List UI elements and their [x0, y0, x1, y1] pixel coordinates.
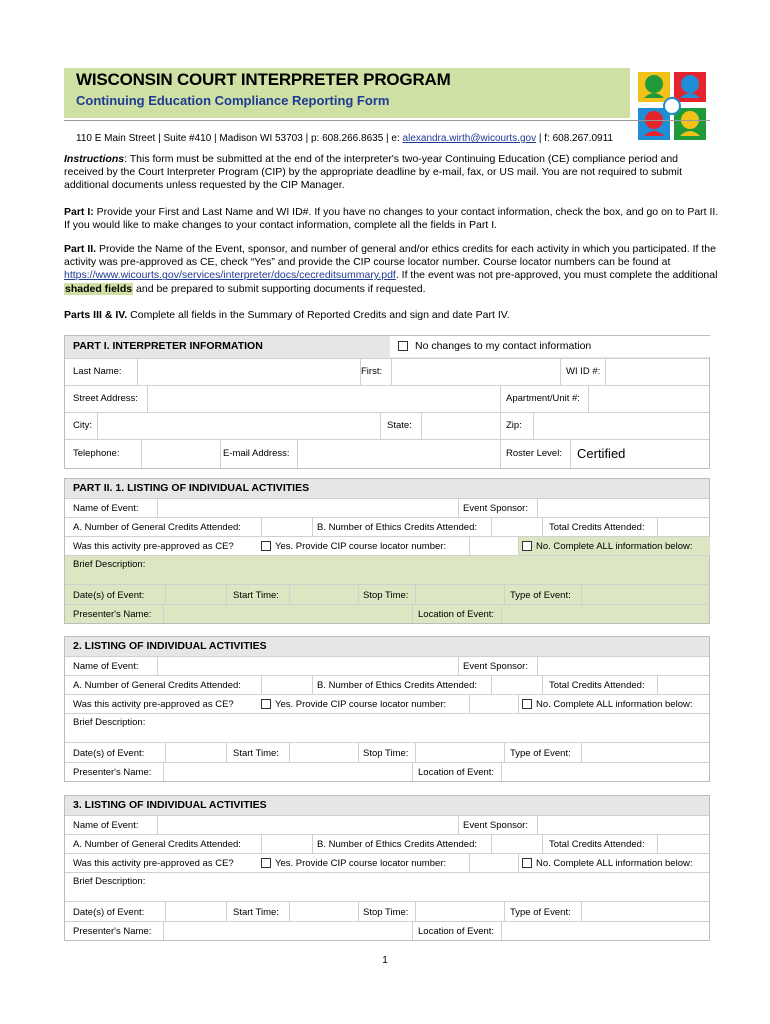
state-field[interactable]	[421, 413, 501, 439]
event-sponsor-label: Event Sponsor:	[463, 503, 528, 514]
yes-checkbox[interactable]	[261, 858, 271, 868]
shaded-fields-highlight: shaded fields	[65, 282, 133, 295]
event-dates-field[interactable]	[165, 585, 227, 604]
part34-instructions	[64, 309, 720, 322]
event-type-field[interactable]	[581, 585, 710, 604]
ethics-credits-field[interactable]	[491, 835, 543, 853]
event-name-label: Name of Event:	[73, 503, 139, 514]
total-credits-field[interactable]	[657, 518, 710, 536]
event-details-row	[65, 901, 709, 921]
event-sponsor-field[interactable]	[537, 499, 710, 517]
total-credits-label: Total Credits Attended:	[549, 680, 645, 691]
start-time-field[interactable]	[289, 743, 359, 762]
presenter-row	[65, 921, 709, 940]
contact-line	[76, 133, 613, 144]
start-time-label: Start Time:	[233, 590, 279, 601]
presenter-label: Presenter's Name:	[73, 767, 152, 778]
last-name-label: Last Name:	[73, 366, 122, 377]
no-checkbox[interactable]	[522, 858, 532, 868]
stop-time-field[interactable]	[415, 585, 505, 604]
event-location-field[interactable]	[501, 605, 710, 623]
event-dates-field[interactable]	[165, 743, 227, 762]
program-title: WISCONSIN COURT INTERPRETER PROGRAM	[76, 70, 451, 89]
general-credits-label: A. Number of General Credits Attended:	[73, 522, 241, 533]
ethics-credits-field[interactable]	[491, 676, 543, 694]
activity-heading: 2. LISTING OF INDIVIDUAL ACTIVITIES	[73, 640, 267, 652]
credits-row	[65, 834, 709, 853]
page-number: 1	[382, 955, 388, 966]
part1-header-row	[65, 336, 709, 358]
general-credits-field[interactable]	[261, 518, 313, 536]
yes-label: Yes. Provide CIP course locator number:	[275, 699, 447, 710]
event-sponsor-field[interactable]	[537, 657, 710, 675]
total-credits-label: Total Credits Attended:	[549, 839, 645, 850]
part2-instructions	[64, 243, 720, 296]
presenter-row	[65, 762, 709, 781]
zip-label: Zip:	[506, 420, 522, 431]
stop-time-field[interactable]	[415, 743, 505, 762]
instructions-label: Instructions	[64, 153, 125, 165]
event-name-row	[65, 656, 709, 675]
event-location-field[interactable]	[501, 922, 710, 940]
activity-section-1	[64, 478, 710, 624]
general-credits-label: A. Number of General Credits Attended:	[73, 839, 241, 850]
zip-field[interactable]	[533, 413, 710, 439]
roster-level-value: Certified	[577, 446, 626, 461]
no-changes-label: No changes to my contact information	[415, 340, 592, 352]
presenter-row	[65, 604, 709, 623]
no-label: No. Complete ALL information below:	[536, 699, 693, 710]
part2-text-end: and be prepared to submit supporting documents if requested.	[133, 282, 426, 295]
street-address-label: Street Address:	[73, 393, 138, 404]
telephone-row	[65, 439, 709, 468]
event-name-label: Name of Event:	[73, 820, 139, 831]
apartment-field[interactable]	[588, 386, 710, 412]
stop-time-label: Stop Time:	[363, 907, 409, 918]
stop-time-label: Stop Time:	[363, 748, 409, 759]
ethics-credits-field[interactable]	[491, 518, 543, 536]
general-credits-label: A. Number of General Credits Attended:	[73, 680, 241, 691]
activity-heading: PART II. 1. LISTING OF INDIVIDUAL ACTIVITIES	[73, 482, 310, 494]
city-row	[65, 412, 709, 439]
event-name-field[interactable]	[157, 657, 459, 675]
no-checkbox[interactable]	[522, 699, 532, 709]
event-sponsor-field[interactable]	[537, 816, 710, 834]
start-time-field[interactable]	[289, 902, 359, 921]
event-dates-label: Date(s) of Event:	[73, 907, 145, 918]
event-location-label: Location of Event:	[418, 609, 495, 620]
roster-level-label: Roster Level:	[506, 448, 562, 459]
instructions-paragraph	[64, 153, 720, 193]
yes-label: Yes. Provide CIP course locator number:	[275, 541, 447, 552]
event-type-field[interactable]	[581, 902, 710, 921]
part1-text: Provide your First and Last Name and WI ID#. If you have no changes to your contact information, check the box, and go on to Part II. If you would like to make changes to your contact information, complete all the fields in Part I.	[64, 206, 719, 232]
activity-header-row	[65, 479, 709, 498]
activity-header-row	[65, 637, 709, 656]
event-name-field[interactable]	[157, 816, 459, 834]
brief-description-label: Brief Description:	[73, 559, 146, 570]
general-credits-field[interactable]	[261, 676, 313, 694]
email-field[interactable]	[297, 440, 501, 468]
email-label: E-mail Address:	[223, 448, 290, 459]
city-field[interactable]	[97, 413, 381, 439]
stop-time-label: Stop Time:	[363, 590, 409, 601]
preapproved-question: Was this activity pre-approved as CE?	[73, 541, 234, 552]
brief-description-row[interactable]	[65, 713, 709, 742]
event-name-row	[65, 498, 709, 517]
part1-label: Part I:	[64, 206, 94, 218]
event-dates-field[interactable]	[165, 902, 227, 921]
first-name-label: First:	[361, 366, 383, 377]
no-label: No. Complete ALL information below:	[536, 541, 693, 552]
event-name-label: Name of Event:	[73, 661, 139, 672]
event-type-label: Type of Event:	[510, 748, 571, 759]
stop-time-field[interactable]	[415, 902, 505, 921]
course-locator-field[interactable]	[469, 537, 519, 555]
total-credits-field[interactable]	[657, 676, 710, 694]
telephone-label: Telephone:	[73, 448, 120, 459]
telephone-field[interactable]	[141, 440, 221, 468]
first-name-field[interactable]	[391, 359, 561, 385]
presenter-field[interactable]	[163, 605, 413, 623]
event-details-row	[65, 742, 709, 762]
part34-label: Parts III & IV.	[64, 309, 128, 321]
part1-section	[64, 335, 710, 469]
course-locator-field[interactable]	[469, 854, 519, 872]
activity-section-3	[64, 795, 710, 941]
event-details-row	[65, 584, 709, 604]
event-name-field[interactable]	[157, 499, 459, 517]
no-label: No. Complete ALL information below:	[536, 858, 693, 869]
brief-description-label: Brief Description:	[73, 717, 146, 728]
city-label: City:	[73, 420, 92, 431]
part1-heading: PART I. INTERPRETER INFORMATION	[73, 340, 263, 352]
start-time-label: Start Time:	[233, 748, 279, 759]
event-dates-label: Date(s) of Event:	[73, 590, 145, 601]
part2-text-cont: . If the event was not pre-approved, you must complete the additional	[395, 269, 718, 282]
brief-description-row[interactable]	[65, 555, 709, 584]
yes-label: Yes. Provide CIP course locator number:	[275, 858, 447, 869]
event-location-label: Location of Event:	[418, 926, 495, 937]
address-text: 110 E Main Street | Suite #410 | Madison WI 53703 | p: 608.266.8635 | e:	[76, 133, 403, 144]
part2-text: Provide the Name of the Event, sponsor, and number of general and/or ethics credits for each activity in which you participated. If the activity was pre-approved as CE, check “Yes” and provide the CIP course locator number. Course locator numbers can be found at	[64, 243, 716, 269]
yes-checkbox[interactable]	[261, 541, 271, 551]
course-locator-link[interactable]: https://www.wicourts.gov/services/interpreter/docs/cecreditsummary.pdf	[64, 269, 396, 282]
event-name-row	[65, 815, 709, 834]
activity-section-2	[64, 636, 710, 782]
general-credits-field[interactable]	[261, 835, 313, 853]
preapproved-question: Was this activity pre-approved as CE?	[73, 699, 234, 710]
preapproved-row	[65, 694, 709, 713]
yes-checkbox[interactable]	[261, 699, 271, 709]
street-row	[65, 385, 709, 412]
ethics-credits-label: B. Number of Ethics Credits Attended:	[317, 522, 477, 533]
total-credits-label: Total Credits Attended:	[549, 522, 645, 533]
presenter-label: Presenter's Name:	[73, 926, 152, 937]
contact-email-link[interactable]: alexandra.wirth@wicourts.gov	[402, 133, 537, 144]
brief-description-row[interactable]	[65, 872, 709, 901]
program-logo-icon	[634, 68, 710, 144]
event-type-label: Type of Event:	[510, 907, 571, 918]
event-location-field[interactable]	[501, 763, 710, 781]
header-divider	[64, 120, 710, 121]
start-time-field[interactable]	[289, 585, 359, 604]
instructions-text: : This form must be submitted at the end of the interpreter's two-year Continuing Education (CE) compliance period and received by the Court Interpreter Program (CIP) by the appropriate deadline by e-mail, fax, or US mail. You are not required to submit additional documents unless requested by the CIP Manager.	[64, 153, 683, 192]
preapproved-row	[65, 853, 709, 872]
start-time-label: Start Time:	[233, 907, 279, 918]
apartment-label: Apartment/Unit #:	[506, 393, 580, 404]
ethics-credits-label: B. Number of Ethics Credits Attended:	[317, 680, 477, 691]
ethics-credits-label: B. Number of Ethics Credits Attended:	[317, 839, 477, 850]
presenter-field[interactable]	[163, 922, 413, 940]
no-changes-checkbox[interactable]	[398, 341, 408, 351]
last-name-field[interactable]	[137, 359, 361, 385]
credits-row	[65, 675, 709, 694]
course-locator-field[interactable]	[469, 695, 519, 713]
event-type-label: Type of Event:	[510, 590, 571, 601]
presenter-field[interactable]	[163, 763, 413, 781]
wi-id-label: WI ID #:	[566, 366, 601, 377]
part1-instructions	[64, 206, 720, 232]
state-label: State:	[387, 420, 412, 431]
total-credits-field[interactable]	[657, 835, 710, 853]
part2-label: Part II.	[64, 243, 97, 255]
street-address-field[interactable]	[147, 386, 501, 412]
event-sponsor-label: Event Sponsor:	[463, 820, 528, 831]
name-row	[65, 358, 709, 385]
event-type-field[interactable]	[581, 743, 710, 762]
preapproved-question: Was this activity pre-approved as CE?	[73, 858, 234, 869]
fax-text: | f: 608.267.0911	[536, 133, 613, 144]
credits-row	[65, 517, 709, 536]
no-checkbox[interactable]	[522, 541, 532, 551]
activity-header-row	[65, 796, 709, 815]
wi-id-field[interactable]	[605, 359, 710, 385]
preapproved-row	[65, 536, 709, 555]
brief-description-label: Brief Description:	[73, 876, 146, 887]
event-sponsor-label: Event Sponsor:	[463, 661, 528, 672]
event-dates-label: Date(s) of Event:	[73, 748, 145, 759]
event-location-label: Location of Event:	[418, 767, 495, 778]
part34-text: Complete all fields in the Summary of Reported Credits and sign and date Part IV.	[127, 309, 510, 321]
presenter-label: Presenter's Name:	[73, 609, 152, 620]
form-subtitle: Continuing Education Compliance Reporting Form	[76, 93, 390, 108]
activity-heading: 3. LISTING OF INDIVIDUAL ACTIVITIES	[73, 799, 267, 811]
